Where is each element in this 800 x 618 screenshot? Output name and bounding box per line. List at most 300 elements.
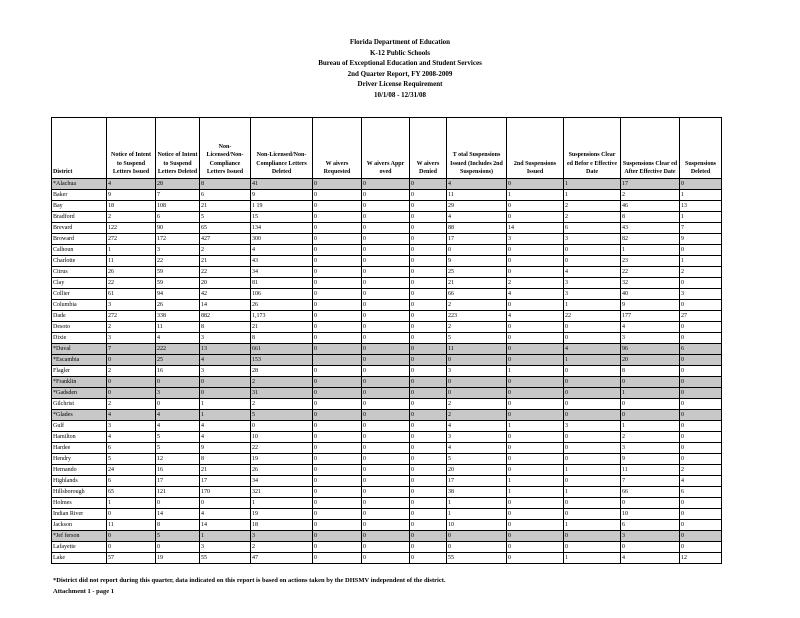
value-cell: 1 [621, 421, 680, 432]
value-cell: 21 [447, 278, 507, 289]
value-cell: 0 [313, 289, 362, 300]
value-cell: 0 [447, 542, 507, 553]
value-cell [313, 355, 362, 366]
value-cell: 0 [680, 498, 722, 509]
value-cell: 0 [410, 454, 447, 465]
value-cell: 0 [313, 553, 362, 564]
value-cell: 661 [251, 344, 313, 355]
value-cell: 272 [107, 311, 156, 322]
value-cell: 11 [447, 344, 507, 355]
table-row [52, 542, 722, 553]
value-cell: 4 [447, 212, 507, 223]
value-cell: 5 [251, 410, 313, 421]
value-cell: 1 [680, 212, 722, 223]
value-cell: 0 [362, 344, 410, 355]
value-cell: 1 [251, 498, 313, 509]
value-cell: 4 [200, 421, 251, 432]
value-cell: 7 [680, 223, 722, 234]
table-row [52, 399, 722, 410]
value-cell: 0 [680, 542, 722, 553]
value-cell: 0 [621, 410, 680, 421]
table-row [52, 212, 722, 223]
value-cell: 0 [680, 410, 722, 421]
value-cell: 0 [410, 421, 447, 432]
value-cell: 4 [200, 432, 251, 443]
column-header: Notice of Intent to Suspend Letters Deleted [156, 118, 200, 179]
value-cell: 0 [362, 256, 410, 267]
value-cell: 0 [680, 421, 722, 432]
column-header: Suspensions Clear ed Befor e Effective Date [564, 118, 621, 179]
district-cell: *Duval [52, 344, 107, 355]
value-cell: 0 [410, 520, 447, 531]
value-cell: 122 [107, 223, 156, 234]
value-cell: 0 [362, 399, 410, 410]
value-cell: 6 [680, 344, 722, 355]
value-cell: 4 [107, 410, 156, 421]
value-cell: 0 [564, 432, 621, 443]
value-cell: 10 [251, 432, 313, 443]
table-row [52, 366, 722, 377]
value-cell: 0 [410, 432, 447, 443]
value-cell: 3 [447, 432, 507, 443]
value-cell: 3 [507, 234, 564, 245]
value-cell: 21 [200, 201, 251, 212]
value-cell: 0 [680, 531, 722, 542]
value-cell: 0 [507, 355, 564, 366]
value-cell: 338 [156, 311, 200, 322]
value-cell: 321 [251, 487, 313, 498]
value-cell: 3 [447, 366, 507, 377]
value-cell: 46 [621, 201, 680, 212]
value-cell: 18 [251, 520, 313, 531]
value-cell: 121 [156, 487, 200, 498]
value-cell: 0 [362, 388, 410, 399]
header-line-3: Bureau of Exceptional Education and Student Services [318, 59, 482, 68]
value-cell: 25 [447, 267, 507, 278]
value-cell: 0 [564, 256, 621, 267]
value-cell: 0 [362, 289, 410, 300]
value-cell: 4 [507, 311, 564, 322]
value-cell: 3 [621, 531, 680, 542]
value-cell: 14 [507, 223, 564, 234]
table-row [52, 421, 722, 432]
value-cell: 1 19 [251, 201, 313, 212]
value-cell: 1 [680, 256, 722, 267]
value-cell: 0 [680, 322, 722, 333]
value-cell: 24 [107, 465, 156, 476]
table-row [52, 267, 722, 278]
table-row [52, 245, 722, 256]
value-cell: 4 [507, 289, 564, 300]
value-cell: 82 [621, 234, 680, 245]
value-cell: 9 [107, 190, 156, 201]
value-cell: 4 [621, 322, 680, 333]
value-cell: 0 [313, 498, 362, 509]
value-cell: 0 [410, 443, 447, 454]
value-cell: 4 [156, 421, 200, 432]
value-cell: 0 [107, 509, 156, 520]
value-cell: 0 [313, 487, 362, 498]
value-cell: 9 [251, 190, 313, 201]
value-cell: 3 [564, 421, 621, 432]
district-cell: Hendry [52, 454, 107, 465]
value-cell: 0 [507, 322, 564, 333]
district-cell: Lake [52, 553, 107, 564]
value-cell: 300 [251, 234, 313, 245]
value-cell: 0 [362, 553, 410, 564]
header-line-5: Driver License Requirement [357, 80, 443, 89]
value-cell: 7 [107, 344, 156, 355]
value-cell: 20 [200, 278, 251, 289]
value-cell: 0 [156, 399, 200, 410]
value-cell: 8 [621, 212, 680, 223]
district-cell: *Franklin [52, 377, 107, 388]
district-cell: Gilchrist [52, 399, 107, 410]
value-cell: 9 [200, 443, 251, 454]
value-cell: 55 [200, 553, 251, 564]
value-cell: 0 [507, 399, 564, 410]
value-cell: 0 [313, 245, 362, 256]
table-row [52, 443, 722, 454]
table-row [52, 498, 722, 509]
district-cell: Bradford [52, 212, 107, 223]
value-cell: 0 [621, 498, 680, 509]
table-row [52, 531, 722, 542]
value-cell: 0 [507, 553, 564, 564]
value-cell: 11 [621, 465, 680, 476]
value-cell: 22 [156, 256, 200, 267]
value-cell: 0 [410, 300, 447, 311]
value-cell: 0 [313, 421, 362, 432]
value-cell: 0 [107, 388, 156, 399]
value-cell: 0 [313, 465, 362, 476]
table-row [52, 520, 722, 531]
value-cell: 2 [447, 410, 507, 421]
value-cell: 5 [156, 443, 200, 454]
column-header: Notice of Intent to Suspend Letters Issued [107, 118, 156, 179]
value-cell: 0 [410, 476, 447, 487]
value-cell: 2 [621, 432, 680, 443]
value-cell: 0 [507, 498, 564, 509]
value-cell: 0 [410, 366, 447, 377]
value-cell: 2 [447, 322, 507, 333]
value-cell: 0 [362, 212, 410, 223]
value-cell: 43 [621, 223, 680, 234]
value-cell: 106 [251, 289, 313, 300]
value-cell: 0 [507, 256, 564, 267]
district-cell: *Alachua [52, 179, 107, 190]
value-cell: 2 [251, 399, 313, 410]
value-cell: 0 [362, 410, 410, 421]
table-row [52, 256, 722, 267]
value-cell: 0 [410, 212, 447, 223]
value-cell: 3 [621, 333, 680, 344]
value-cell: 17 [156, 476, 200, 487]
value-cell: 0 [410, 278, 447, 289]
table-row [52, 201, 722, 212]
table-row [52, 300, 722, 311]
value-cell: 11 [107, 256, 156, 267]
table-header-row [52, 118, 722, 179]
column-header: Non-Licensed/Non-Compliance Letters Issued [200, 118, 251, 179]
table-body [52, 179, 722, 564]
value-cell: 6 [680, 487, 722, 498]
value-cell: 0 [200, 388, 251, 399]
value-cell: 0 [564, 454, 621, 465]
value-cell: 0 [507, 333, 564, 344]
value-cell: 19 [251, 509, 313, 520]
value-cell: 1 [564, 190, 621, 201]
value-cell: 2 [564, 201, 621, 212]
value-cell: 882 [200, 311, 251, 322]
value-cell: 0 [621, 542, 680, 553]
value-cell: 0 [107, 355, 156, 366]
table-row [52, 509, 722, 520]
value-cell: 0 [313, 201, 362, 212]
value-cell: 41 [251, 179, 313, 190]
value-cell: 3 [200, 366, 251, 377]
value-cell: 108 [156, 201, 200, 212]
value-cell: 20 [621, 355, 680, 366]
value-cell: 0 [362, 476, 410, 487]
district-cell: Columbia [52, 300, 107, 311]
value-cell: 0 [410, 410, 447, 421]
value-cell: 0 [362, 542, 410, 553]
value-cell: 2 [200, 245, 251, 256]
value-cell: 0 [410, 322, 447, 333]
value-cell: 5 [156, 531, 200, 542]
value-cell: 0 [680, 399, 722, 410]
value-cell: 4 [107, 432, 156, 443]
value-cell: 4 [621, 553, 680, 564]
value-cell: 0 [362, 179, 410, 190]
value-cell: 0 [507, 509, 564, 520]
value-cell: 0 [507, 520, 564, 531]
value-cell: 0 [313, 531, 362, 542]
value-cell: 2 [621, 190, 680, 201]
value-cell: 5 [107, 454, 156, 465]
value-cell: 13 [680, 201, 722, 212]
value-cell: 1 [621, 245, 680, 256]
table-row [52, 476, 722, 487]
value-cell: 0 [621, 399, 680, 410]
value-cell: 27 [680, 311, 722, 322]
value-cell: 17 [447, 476, 507, 487]
value-cell: 31 [251, 388, 313, 399]
district-cell: Collier [52, 289, 107, 300]
value-cell: 6 [156, 212, 200, 223]
table-row [52, 553, 722, 564]
value-cell: 172 [156, 234, 200, 245]
value-cell: 0 [410, 267, 447, 278]
value-cell: 3 [200, 333, 251, 344]
value-cell: 23 [621, 256, 680, 267]
value-cell: 0 [680, 388, 722, 399]
value-cell: 1 [680, 190, 722, 201]
table-row [52, 223, 722, 234]
district-cell: Brevard [52, 223, 107, 234]
value-cell: 1 [507, 190, 564, 201]
district-cell: Dade [52, 311, 107, 322]
value-cell: 3 [621, 443, 680, 454]
value-cell: 0 [410, 190, 447, 201]
value-cell: 65 [200, 223, 251, 234]
value-cell: 4 [200, 509, 251, 520]
value-cell: 0 [507, 212, 564, 223]
value-cell: 0 [410, 377, 447, 388]
value-cell: 94 [156, 289, 200, 300]
value-cell: 0 [410, 179, 447, 190]
value-cell: 0 [564, 531, 621, 542]
district-cell: Charlotte [52, 256, 107, 267]
value-cell: 0 [313, 212, 362, 223]
value-cell: 0 [200, 377, 251, 388]
value-cell: 59 [156, 278, 200, 289]
column-header: District [52, 118, 107, 179]
value-cell: 0 [313, 223, 362, 234]
value-cell: 3 [156, 388, 200, 399]
district-cell: Flagler [52, 366, 107, 377]
value-cell: 0 [251, 421, 313, 432]
value-cell: 0 [680, 509, 722, 520]
value-cell: 4 [156, 410, 200, 421]
value-cell: 14 [156, 509, 200, 520]
header-line-2: K-12 Public Schools [370, 48, 430, 57]
value-cell: 4 [156, 333, 200, 344]
district-cell: Calhoun [52, 245, 107, 256]
column-header: Suspensions Deleted [680, 118, 722, 179]
table-row [52, 289, 722, 300]
value-cell: 28 [251, 366, 313, 377]
value-cell: 0 [410, 223, 447, 234]
value-cell: 0 [107, 377, 156, 388]
value-cell: 0 [313, 311, 362, 322]
value-cell: 0 [313, 278, 362, 289]
value-cell: 0 [362, 531, 410, 542]
value-cell: 0 [362, 498, 410, 509]
value-cell: 0 [507, 454, 564, 465]
column-header: W aivers Denied [410, 118, 447, 179]
value-cell: 5 [156, 432, 200, 443]
value-cell: 0 [362, 311, 410, 322]
value-cell: 8 [156, 520, 200, 531]
table-row [52, 465, 722, 476]
value-cell: 0 [410, 355, 447, 366]
value-cell: 170 [200, 487, 251, 498]
value-cell: 34 [251, 476, 313, 487]
header-line-1: Florida Department of Education [349, 38, 451, 46]
district-cell: Lafayette [52, 542, 107, 553]
value-cell: 17 [447, 234, 507, 245]
value-cell: 0 [410, 498, 447, 509]
value-cell: 10 [621, 509, 680, 520]
value-cell: 0 [313, 322, 362, 333]
value-cell: 1 [200, 399, 251, 410]
value-cell: 38 [447, 487, 507, 498]
column-header: W aivers Appr oved [362, 118, 410, 179]
value-cell: 18 [107, 201, 156, 212]
value-cell: 0 [362, 190, 410, 201]
value-cell: 0 [362, 300, 410, 311]
value-cell: 0 [507, 267, 564, 278]
value-cell: 2 [107, 366, 156, 377]
value-cell: 0 [507, 377, 564, 388]
value-cell: 0 [362, 509, 410, 520]
district-cell: Desoto [52, 322, 107, 333]
value-cell: 9 [680, 234, 722, 245]
district-cell: Bay [52, 201, 107, 212]
value-cell: 134 [251, 223, 313, 234]
value-cell: 4 [447, 421, 507, 432]
value-cell: 0 [447, 377, 507, 388]
value-cell: 3 [107, 333, 156, 344]
value-cell: 0 [680, 454, 722, 465]
column-header: T otal Suspensions Issued (Includes 2nd Suspensions) [447, 118, 507, 179]
value-cell: 43 [251, 256, 313, 267]
value-cell: 26 [251, 300, 313, 311]
value-cell: 0 [680, 245, 722, 256]
value-cell: 8 [200, 454, 251, 465]
value-cell: 2 [447, 399, 507, 410]
value-cell: 3 [564, 289, 621, 300]
value-cell: 0 [362, 432, 410, 443]
value-cell: 3 [107, 421, 156, 432]
value-cell: 0 [410, 245, 447, 256]
value-cell: 2 [447, 300, 507, 311]
value-cell: 1 [564, 520, 621, 531]
district-cell: *Escambia [52, 355, 107, 366]
value-cell: 2 [680, 465, 722, 476]
district-cell: Baker [52, 190, 107, 201]
value-cell: 8 [621, 366, 680, 377]
value-cell: 4 [564, 344, 621, 355]
value-cell: 223 [447, 311, 507, 322]
value-cell: 0 [447, 531, 507, 542]
value-cell: 2 [107, 212, 156, 223]
value-cell: 1 [564, 465, 621, 476]
district-cell: Hernando [52, 465, 107, 476]
value-cell: 22 [251, 443, 313, 454]
value-cell: 0 [362, 454, 410, 465]
table-row [52, 179, 722, 190]
table-row [52, 432, 722, 443]
value-cell: 0 [680, 333, 722, 344]
value-cell: 0 [362, 487, 410, 498]
value-cell: 427 [200, 234, 251, 245]
value-cell: 3 [251, 531, 313, 542]
value-cell: 0 [680, 179, 722, 190]
value-cell: 0 [313, 377, 362, 388]
value-cell: 0 [313, 344, 362, 355]
value-cell: 0 [362, 421, 410, 432]
value-cell: 0 [313, 234, 362, 245]
value-cell: 9 [621, 454, 680, 465]
value-cell: 1 [507, 487, 564, 498]
value-cell: 14 [200, 520, 251, 531]
header-line-4: 2nd Quarter Report, FY 2008-2009 [347, 69, 453, 78]
footnote: *District did not report during this quarter, data indicated on this report is based on actions taken by the DHSMV independent of the district. [53, 577, 446, 584]
value-cell: 20 [447, 465, 507, 476]
value-cell: 90 [156, 223, 200, 234]
value-cell: 0 [410, 465, 447, 476]
value-cell: 59 [156, 267, 200, 278]
value-cell: 0 [564, 377, 621, 388]
value-cell: 0 [507, 344, 564, 355]
value-cell: 29 [447, 201, 507, 212]
value-cell: 40 [621, 289, 680, 300]
value-cell: 0 [313, 454, 362, 465]
value-cell: 0 [564, 366, 621, 377]
